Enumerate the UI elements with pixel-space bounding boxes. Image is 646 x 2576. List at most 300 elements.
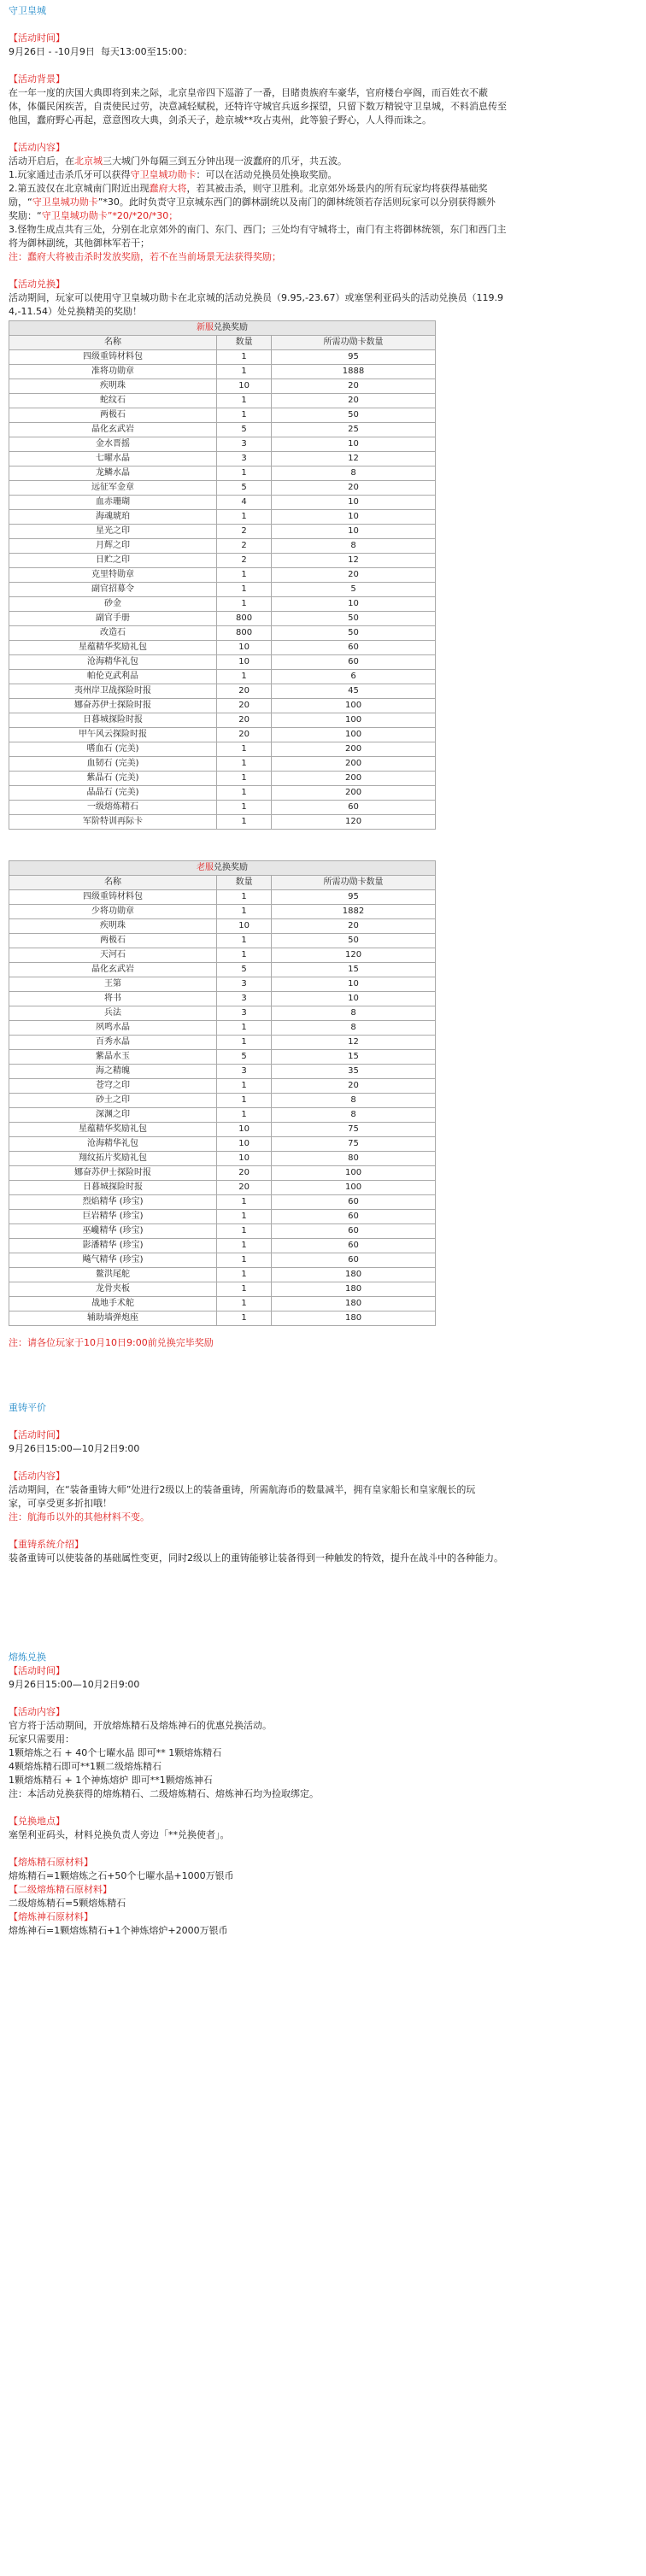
cell-cost: 1888 (272, 365, 436, 379)
cell-quantity: 1 (217, 510, 272, 525)
cell-quantity: 10 (217, 919, 272, 934)
table-row (9, 1239, 436, 1253)
cell-quantity: 1 (217, 1210, 272, 1224)
cell-quantity: 20 (217, 1166, 272, 1181)
table-row (9, 1297, 436, 1311)
cell-quantity: 3 (217, 1065, 272, 1079)
exchange-heading: 【活动兑换】 (9, 279, 65, 290)
table-row (9, 423, 436, 437)
cell-quantity: 1 (217, 365, 272, 379)
time-text: 9月26日15:00—10月2日9:00 (9, 1443, 140, 1454)
table-row (9, 510, 436, 525)
cell-quantity: 1 (217, 948, 272, 963)
cell-name: 晶晶石 (完美) (9, 786, 217, 801)
table-row (9, 1006, 436, 1021)
cell-cost: 200 (272, 786, 436, 801)
cell-name: 金水晋摇 (9, 437, 217, 452)
column-header-name: 名称 (9, 336, 217, 350)
background-line: 在一年一度的庆国大典即将到来之际，北京皇帝四下巡游了一番，目睹贵族府车豪华，官府楼台亭阁，而百姓衣不蔽 (9, 87, 488, 98)
cell-cost: 8 (272, 1094, 436, 1108)
cell-cost: 60 (272, 1224, 436, 1239)
cell-name: 两极石 (9, 934, 217, 948)
cell-cost: 12 (272, 1036, 436, 1050)
cell-name: 深渊之印 (9, 1108, 217, 1123)
table-row (9, 934, 436, 948)
cell-name: 月辉之印 (9, 539, 217, 554)
cell-quantity: 1 (217, 1311, 272, 1326)
column-header-quantity: 数量 (217, 336, 272, 350)
material-heading: 【二级熔炼精石原材料】 (9, 1884, 112, 1895)
table-row (9, 525, 436, 539)
table-row (9, 626, 436, 641)
table-row (9, 801, 436, 815)
table-row (9, 992, 436, 1006)
table-row (9, 786, 436, 801)
cell-cost: 120 (272, 815, 436, 830)
cell-cost: 180 (272, 1311, 436, 1326)
content-line: 3.怪物生成点共有三处，分别在北京郊外的南门、东门、西门；三处均有守城将士，南门有主将御林统领，东门和西门主 (9, 224, 507, 235)
cell-cost: 20 (272, 1079, 436, 1094)
table-row (9, 437, 436, 452)
cell-cost: 75 (272, 1137, 436, 1152)
cell-quantity: 10 (217, 379, 272, 394)
table-row (9, 919, 436, 934)
content-note: 注：航海币以外的其他材料不变。 (9, 1511, 150, 1523)
cell-quantity: 1 (217, 1036, 272, 1050)
cell-cost: 10 (272, 510, 436, 525)
cell-quantity: 5 (217, 481, 272, 496)
cell-name: 娜奋苏伊士探险时报 (9, 1166, 217, 1181)
cell-quantity: 10 (217, 641, 272, 655)
table-row (9, 408, 436, 423)
cell-name: 巨岩精华 (珍宝) (9, 1210, 217, 1224)
cell-name: 紫晶石 (完美) (9, 772, 217, 786)
cell-quantity: 1 (217, 815, 272, 830)
cell-quantity: 1 (217, 1297, 272, 1311)
cell-cost: 120 (272, 948, 436, 963)
table-row (9, 728, 436, 742)
cell-name: 军阶特训再际卡 (9, 815, 217, 830)
cell-quantity: 3 (217, 977, 272, 992)
content-heading: 【活动内容】 (9, 142, 65, 153)
cell-cost: 8 (272, 539, 436, 554)
location-text: 塞堡利亚码头，材料兑换负责人旁边「**兑换使者」。 (9, 1829, 230, 1840)
table-row (9, 670, 436, 684)
cell-name: 远征军金章 (9, 481, 217, 496)
new-server-reward-table (9, 320, 436, 830)
cell-quantity: 1 (217, 1094, 272, 1108)
cell-cost: 60 (272, 655, 436, 670)
cell-cost: 8 (272, 466, 436, 481)
material-heading: 【熔炼神石原材料】 (9, 1911, 93, 1922)
cell-quantity: 3 (217, 1006, 272, 1021)
cell-quantity: 1 (217, 772, 272, 786)
table-caption: 新服兑换奖励 (9, 321, 436, 336)
cell-cost: 10 (272, 525, 436, 539)
cell-cost: 15 (272, 1050, 436, 1065)
cell-cost: 45 (272, 684, 436, 699)
table-row (9, 977, 436, 992)
table-row (9, 1065, 436, 1079)
cell-name: 巫巉精华 (珍宝) (9, 1224, 217, 1239)
cell-name: 龙鳞水晶 (9, 466, 217, 481)
cell-quantity: 4 (217, 496, 272, 510)
table-caption: 老服兑换奖励 (9, 861, 436, 876)
cell-quantity: 1 (217, 350, 272, 365)
content-line: 4颗熔炼精石即可**1颗二级熔炼精石 (9, 1761, 162, 1772)
cell-name: 蛇纹石 (9, 394, 217, 408)
table-row (9, 641, 436, 655)
system-heading: 【重铸系统介绍】 (9, 1539, 84, 1550)
table-row (9, 481, 436, 496)
background-line: 体，体僵民闲疾苦，自责使民过劳，决意减轻赋税，还特许守城官兵返乡探望，只留下数万精锐守卫皇城，不料消息传至 (9, 101, 507, 112)
cell-cost: 100 (272, 713, 436, 728)
cell-quantity: 1 (217, 1224, 272, 1239)
cell-quantity: 1 (217, 890, 272, 905)
cell-cost: 25 (272, 423, 436, 437)
cell-quantity: 20 (217, 1181, 272, 1195)
table-row (9, 1253, 436, 1268)
cell-name: 战地手术舵 (9, 1297, 217, 1311)
table-row (9, 1123, 436, 1137)
cell-name: 兵法 (9, 1006, 217, 1021)
cell-name: 血韧石 (完美) (9, 757, 217, 772)
cell-quantity: 1 (217, 742, 272, 757)
cell-cost: 6 (272, 670, 436, 684)
table-row (9, 597, 436, 612)
cell-quantity: 1 (217, 1108, 272, 1123)
cell-cost: 60 (272, 1253, 436, 1268)
cell-name: 影潘精华 (珍宝) (9, 1239, 217, 1253)
deadline-note: 注：请各位玩家于10月10日9:00前兑换完毕奖励 (9, 1337, 214, 1348)
cell-name: 紫晶水玉 (9, 1050, 217, 1065)
table-row (9, 350, 436, 365)
cell-quantity: 10 (217, 655, 272, 670)
cell-cost: 100 (272, 699, 436, 713)
table-row (9, 452, 436, 466)
cell-quantity: 1 (217, 1268, 272, 1282)
cell-name: 四级重铸材料包 (9, 890, 217, 905)
table-row (9, 1079, 436, 1094)
section-title-smelting[interactable]: 熔炼兑换 (9, 1652, 46, 1663)
table-row (9, 1036, 436, 1050)
cell-cost: 100 (272, 1181, 436, 1195)
content-line: 活动开启后，在北京城三大城门外每隔三到五分钟出现一波蠢府的爪牙，共五波。 (9, 155, 347, 167)
cell-name: 将书 (9, 992, 217, 1006)
table-row (9, 1108, 436, 1123)
cell-name: 星光之印 (9, 525, 217, 539)
table-row (9, 1137, 436, 1152)
cell-quantity: 1 (217, 466, 272, 481)
table-row (9, 655, 436, 670)
table-row (9, 583, 436, 597)
background-line: 他国，蠢府野心再起，意意图攻大典，剑杀天子，趁京城**攻占夷州，此等狼子野心，人人得而诛之。 (9, 114, 432, 126)
cell-quantity: 1 (217, 1079, 272, 1094)
cell-cost: 60 (272, 1195, 436, 1210)
cell-name: 烈焰精华 (珍宝) (9, 1195, 217, 1210)
material-text: 熔炼精石=1颗熔炼之石+50个七曜水晶+1000万银币 (9, 1870, 234, 1881)
material-text: 二级熔炼精石=5颗熔炼精石 (9, 1898, 126, 1909)
cell-cost: 10 (272, 496, 436, 510)
cell-cost: 180 (272, 1268, 436, 1282)
cell-cost: 100 (272, 1166, 436, 1181)
cell-name: 日贮之印 (9, 554, 217, 568)
table-row (9, 612, 436, 626)
cell-cost: 20 (272, 394, 436, 408)
table-row (9, 948, 436, 963)
content-heading: 【活动内容】 (9, 1470, 65, 1482)
table-row (9, 379, 436, 394)
content-line: 励，“守卫皇城功勋卡”*30。此时负责守卫京城东西门的御林副统以及南门的御林统领若存活则玩家可以分别获得额外 (9, 197, 496, 208)
content-line: 将为御林副统，其他御林军若干； (9, 238, 150, 249)
cell-cost: 12 (272, 554, 436, 568)
cell-quantity: 1 (217, 394, 272, 408)
cell-name: 帕伦克武利品 (9, 670, 217, 684)
content-line: 2.第五波仅在北京城南门附近出现蠢府大将，若其被击杀，则守卫胜利。北京郊外场景内的所有玩家均将获得基础奖 (9, 183, 488, 194)
system-text: 装备重铸可以使装备的基础属性变更，同时2级以上的重铸能够让装备得到一种触发的特效，提升在战斗中的各种能力。 (9, 1552, 503, 1564)
content-line: 活动期间，在“装备重铸大师”处进行2级以上的装备重铸，所需航海币的数量减半，拥有皇家船长和皇家舰长的玩 (9, 1484, 476, 1495)
section-title-reforge[interactable]: 重铸平价 (9, 1402, 46, 1413)
time-heading: 【活动时间】 (9, 32, 65, 44)
table-row (9, 1311, 436, 1326)
table-row (9, 815, 436, 830)
column-header-quantity: 数量 (217, 876, 272, 890)
cell-cost: 20 (272, 568, 436, 583)
content-line: 家，可享受更多折扣哦！ (9, 1498, 112, 1509)
table-row (9, 496, 436, 510)
cell-cost: 15 (272, 963, 436, 977)
cell-cost: 60 (272, 641, 436, 655)
cell-name: 晶化玄武岩 (9, 963, 217, 977)
cell-name: 夷州岸卫战探险时报 (9, 684, 217, 699)
table-row (9, 1210, 436, 1224)
cell-cost: 20 (272, 481, 436, 496)
table-row (9, 1268, 436, 1282)
cell-name: 一级熔炼精石 (9, 801, 217, 815)
table-row (9, 742, 436, 757)
cell-quantity: 1 (217, 670, 272, 684)
cell-name: 辅助墙弹炮座 (9, 1311, 217, 1326)
cell-quantity: 10 (217, 1152, 272, 1166)
cell-quantity: 20 (217, 699, 272, 713)
time-text: 9月26日 - -10月9日 每天13:00至15:00： (9, 46, 193, 57)
cell-quantity: 1 (217, 583, 272, 597)
table-row (9, 568, 436, 583)
cell-name: 七曜水晶 (9, 452, 217, 466)
cell-quantity: 1 (217, 408, 272, 423)
cell-cost: 75 (272, 1123, 436, 1137)
cell-name: 副官招募令 (9, 583, 217, 597)
time-heading: 【活动时间】 (9, 1665, 65, 1676)
cell-quantity: 3 (217, 437, 272, 452)
material-heading: 【熔炼精石原材料】 (9, 1857, 93, 1868)
table-row (9, 1195, 436, 1210)
cell-name: 苍穹之印 (9, 1079, 217, 1094)
content-note: 注：本活动兑换获得的熔炼精石、二级熔炼精石、熔炼神石均为捡取绑定。 (9, 1788, 319, 1799)
cell-quantity: 1 (217, 934, 272, 948)
time-heading: 【活动时间】 (9, 1429, 65, 1441)
cell-name: 翔纹拓片奖励礼包 (9, 1152, 217, 1166)
cell-quantity: 800 (217, 626, 272, 641)
cell-cost: 200 (272, 772, 436, 786)
table-row (9, 757, 436, 772)
cell-quantity: 20 (217, 728, 272, 742)
table-row (9, 713, 436, 728)
cell-quantity: 1 (217, 1239, 272, 1253)
cell-quantity: 5 (217, 963, 272, 977)
cell-cost: 10 (272, 977, 436, 992)
cell-name: 百秀水晶 (9, 1036, 217, 1050)
cell-cost: 50 (272, 612, 436, 626)
cell-quantity: 1 (217, 1282, 272, 1297)
cell-name: 日暮城探险时报 (9, 713, 217, 728)
table-row (9, 1181, 436, 1195)
cell-cost: 10 (272, 597, 436, 612)
content-line: 玩家只需要用： (9, 1734, 74, 1745)
exchange-line: 活动期间，玩家可以使用守卫皇城功勋卡在北京城的活动兑换员（9.95,-23.67）或塞堡利亚码头的活动兑换员（119.9 (9, 292, 503, 303)
cell-name: 血赤珊瑚 (9, 496, 217, 510)
table-row (9, 905, 436, 919)
table-row (9, 1166, 436, 1181)
column-header-cost: 所需功勋卡数量 (272, 336, 436, 350)
table-row (9, 684, 436, 699)
cell-name: 少将功勋章 (9, 905, 217, 919)
cell-name: 龙骨夹板 (9, 1282, 217, 1297)
cell-cost: 20 (272, 919, 436, 934)
cell-cost: 60 (272, 1239, 436, 1253)
cell-quantity: 2 (217, 539, 272, 554)
content-line: 奖励：“守卫皇城功勋卡”*20/*20/*30； (9, 210, 179, 221)
content-line: 官方将于活动期间，开放熔炼精石及熔炼神石的优惠兑换活动。 (9, 1720, 272, 1731)
cell-cost: 8 (272, 1006, 436, 1021)
cell-name: 星蕴精华奖励礼包 (9, 1123, 217, 1137)
table-row (9, 539, 436, 554)
cell-name: 砂金 (9, 597, 217, 612)
material-text: 熔炼神石=1颗熔炼精石+1个神炼熔炉+2000万银币 (9, 1925, 228, 1936)
cell-name: 飚气精华 (珍宝) (9, 1253, 217, 1268)
cell-quantity: 3 (217, 452, 272, 466)
cell-quantity: 10 (217, 1123, 272, 1137)
cell-name: 鳌洪尾舵 (9, 1268, 217, 1282)
cell-name: 嗜血石 (完美) (9, 742, 217, 757)
table-row (9, 1050, 436, 1065)
cell-name: 两极石 (9, 408, 217, 423)
cell-cost: 95 (272, 890, 436, 905)
cell-cost: 8 (272, 1108, 436, 1123)
time-text: 9月26日15:00—10月2日9:00 (9, 1679, 140, 1690)
cell-quantity: 1 (217, 1253, 272, 1268)
cell-name: 甲午风云探险时报 (9, 728, 217, 742)
cell-quantity: 1 (217, 1021, 272, 1036)
cell-cost: 95 (272, 350, 436, 365)
cell-cost: 12 (272, 452, 436, 466)
column-header-cost: 所需功勋卡数量 (272, 876, 436, 890)
cell-cost: 5 (272, 583, 436, 597)
table-row (9, 1021, 436, 1036)
section-title-guard-city[interactable]: 守卫皇城 (9, 5, 46, 16)
cell-name: 天河石 (9, 948, 217, 963)
cell-name: 准将功勋章 (9, 365, 217, 379)
cell-quantity: 5 (217, 1050, 272, 1065)
cell-name: 娜奋苏伊士探险时报 (9, 699, 217, 713)
cell-quantity: 1 (217, 786, 272, 801)
cell-name: 疾明珠 (9, 379, 217, 394)
cell-cost: 50 (272, 626, 436, 641)
location-heading: 【兑换地点】 (9, 1816, 65, 1827)
cell-cost: 180 (272, 1282, 436, 1297)
table-row (9, 890, 436, 905)
cell-name: 副官手册 (9, 612, 217, 626)
table-row (9, 466, 436, 481)
content-line: 1颗熔炼之石 + 40个七曜水晶 即可** 1颗熔炼精石 (9, 1747, 222, 1758)
table-row (9, 554, 436, 568)
cell-cost: 60 (272, 801, 436, 815)
cell-cost: 50 (272, 408, 436, 423)
content-line: 1颗熔炼精石 + 1个神炼熔炉 即可**1颗熔炼神石 (9, 1775, 213, 1786)
table-row (9, 365, 436, 379)
cell-cost: 180 (272, 1297, 436, 1311)
cell-quantity: 1 (217, 568, 272, 583)
cell-quantity: 2 (217, 554, 272, 568)
cell-quantity: 1 (217, 597, 272, 612)
cell-name: 克里特勋章 (9, 568, 217, 583)
cell-cost: 200 (272, 742, 436, 757)
table-row (9, 699, 436, 713)
cell-quantity: 10 (217, 1137, 272, 1152)
cell-quantity: 1 (217, 1195, 272, 1210)
cell-cost: 200 (272, 757, 436, 772)
cell-name: 日暮城探险时报 (9, 1181, 217, 1195)
table-row (9, 1224, 436, 1239)
cell-cost: 1882 (272, 905, 436, 919)
cell-name: 海魂琥珀 (9, 510, 217, 525)
table-row (9, 1094, 436, 1108)
background-heading: 【活动背景】 (9, 73, 65, 85)
exchange-line: 4,-11.54）处兑换精美的奖励！ (9, 306, 142, 317)
cell-cost: 80 (272, 1152, 436, 1166)
cell-cost: 10 (272, 437, 436, 452)
cell-quantity: 800 (217, 612, 272, 626)
table-row (9, 1282, 436, 1297)
cell-name: 晶化玄武岩 (9, 423, 217, 437)
cell-quantity: 2 (217, 525, 272, 539)
cell-cost: 100 (272, 728, 436, 742)
cell-quantity: 20 (217, 684, 272, 699)
cell-name: 海之精魄 (9, 1065, 217, 1079)
table-row (9, 772, 436, 786)
old-server-reward-table (9, 860, 436, 1326)
cell-quantity: 3 (217, 992, 272, 1006)
table-row (9, 1152, 436, 1166)
content-note: 注：蠢府大将被击杀时发放奖励，若不在当前场景无法获得奖励； (9, 251, 281, 262)
cell-name: 星蕴精华奖励礼包 (9, 641, 217, 655)
table-row (9, 963, 436, 977)
cell-cost: 60 (272, 1210, 436, 1224)
cell-quantity: 1 (217, 801, 272, 815)
cell-quantity: 1 (217, 757, 272, 772)
cell-quantity: 20 (217, 713, 272, 728)
cell-name: 沧海精华礼包 (9, 1137, 217, 1152)
cell-name: 疾明珠 (9, 919, 217, 934)
table-row (9, 394, 436, 408)
cell-name: 夙鸣水晶 (9, 1021, 217, 1036)
cell-name: 王第 (9, 977, 217, 992)
cell-cost: 20 (272, 379, 436, 394)
cell-cost: 50 (272, 934, 436, 948)
cell-name: 改造石 (9, 626, 217, 641)
cell-name: 砂土之印 (9, 1094, 217, 1108)
content-heading: 【活动内容】 (9, 1706, 65, 1717)
